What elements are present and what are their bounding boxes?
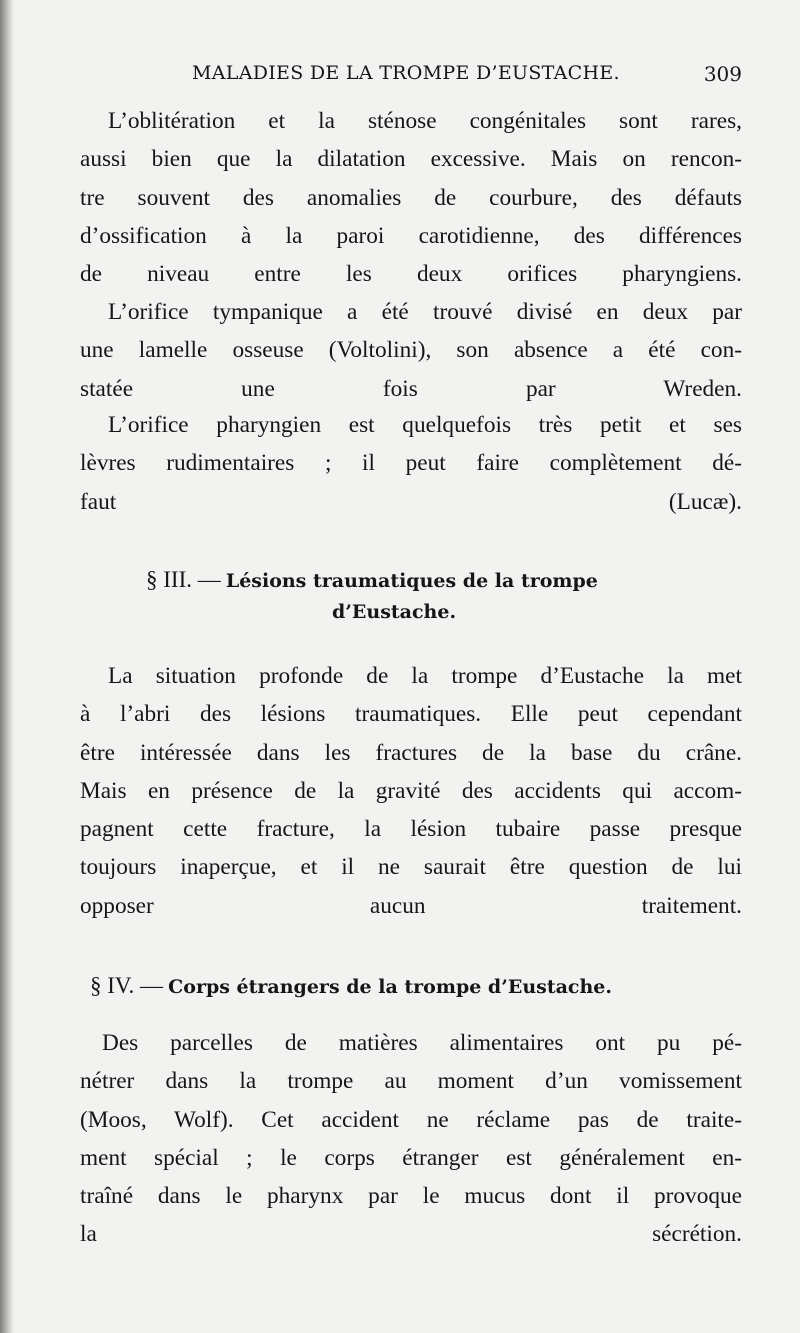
text-line: faut (Lucæ). [80, 488, 742, 515]
running-head: MALADIES DE LA TROMPE D’EUSTACHE. [192, 62, 620, 84]
section-heading-traumatic-lesions [80, 564, 742, 628]
text-line: L’orifice pharyngien est quelquefois très petit et ses [108, 412, 742, 438]
section-number: § III. — [146, 567, 221, 592]
text-line: (Moos, Wolf). Cet accident ne réclame pas de traite- [80, 1106, 742, 1133]
text-line: à l’abri des lésions traumatiques. Elle peut cependant [80, 701, 742, 728]
text-line: statée une fois par Wreden. [80, 375, 742, 402]
text-line: d’ossification à la paroi carotidienne, des différences [80, 222, 742, 249]
section-title: Corps étrangers de la trompe d’Eustache. [168, 976, 613, 998]
text-line: être intéressée dans les fractures de la base du crâne. [80, 739, 742, 766]
paragraph-congenital-anomalies [80, 102, 742, 293]
paragraph-foreign-bodies [80, 1024, 742, 1254]
text-line: ment spécial ; le corps étranger est généralement en- [80, 1144, 742, 1171]
page-header [80, 60, 742, 90]
page-gutter-shadow [0, 0, 14, 1333]
text-line: Des parcelles de matières alimentaires ont pu pé- [102, 1030, 742, 1056]
text-line: de niveau entre les deux orifices pharyngiens. [80, 261, 742, 288]
section-title: Lésions traumatiques de la trompe [225, 570, 598, 592]
text-line: opposer aucun traitement. [80, 892, 742, 919]
text-line: Mais en présence de la gravité des accidents qui accom- [80, 777, 742, 804]
text-line: tre souvent des anomalies de courbure, des défauts [80, 184, 742, 211]
text-line: une lamelle osseuse (Voltolini), son absence a été con- [80, 337, 742, 364]
text-line: La situation profonde de la trompe d’Eustache la met [108, 663, 742, 689]
text-line: aussi bien que la dilatation excessive. Mais on rencon- [80, 146, 742, 173]
text-line: traîné dans le pharynx par le mucus dont il provoque [80, 1183, 742, 1210]
text-line: pagnent cette fracture, la lésion tubaire passe presque [80, 816, 742, 843]
section-heading-foreign-bodies [80, 970, 742, 1002]
text-line: lèvres rudimentaires ; il peut faire complètement dé- [80, 450, 742, 477]
paragraph-tympanic-orifice [80, 293, 742, 408]
text-line: la sécrétion. [80, 1221, 742, 1248]
text-line: nétrer dans la trompe au moment d’un vomissement [80, 1068, 742, 1095]
paragraph-pharyngeal-orifice [80, 406, 742, 521]
section-title-continued: d’Eustache. [332, 601, 457, 623]
page-number: 309 [703, 62, 742, 86]
section-number: § IV. — [90, 973, 164, 998]
text-line: L’oblitération et la sténose congénitales sont rares, [108, 108, 742, 134]
paragraph-traumatic-lesions [80, 657, 742, 925]
text-line: L’orifice tympanique a été trouvé divisé en deux par [108, 299, 742, 325]
text-line: toujours inaperçue, et il ne saurait être question de lui [80, 854, 742, 881]
